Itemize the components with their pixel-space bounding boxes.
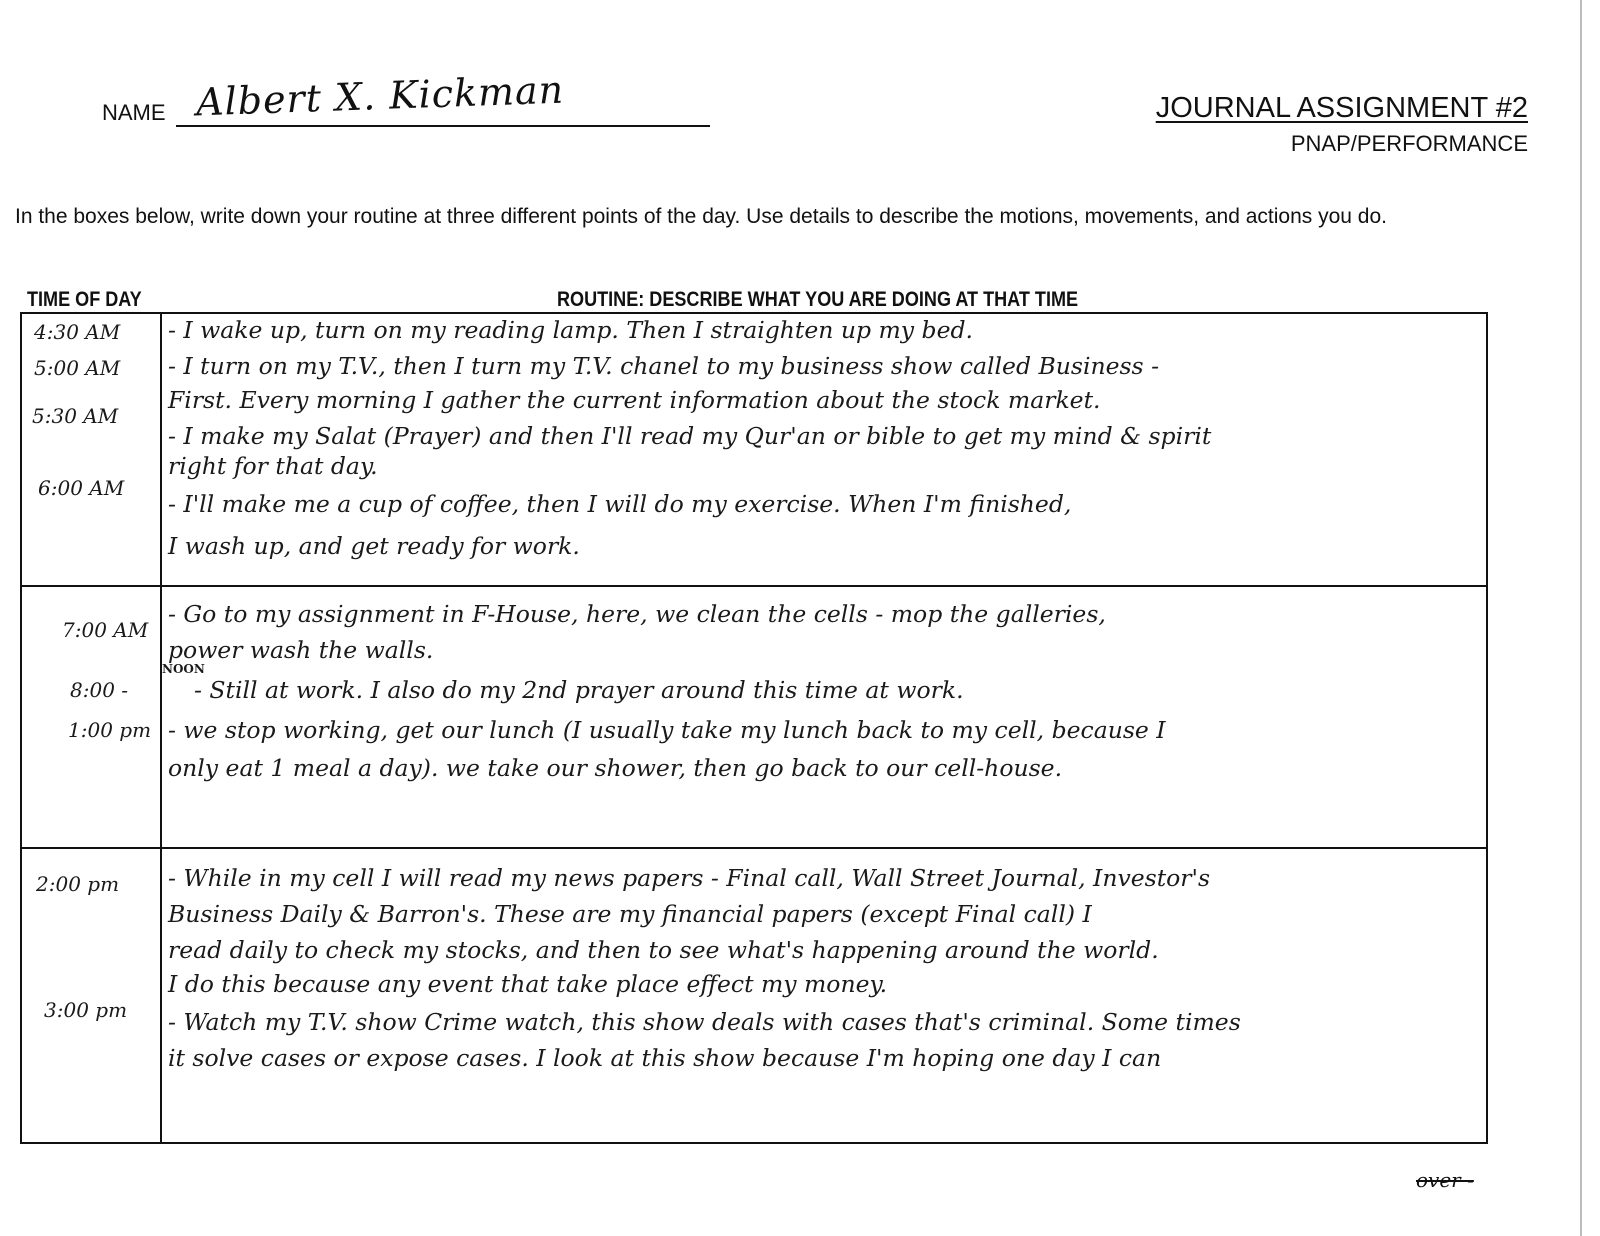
time-of-day-header: TIME OF DAY [27,288,142,311]
assignment-subtitle: PNAP/PERFORMANCE [1290,131,1528,156]
routine-line: - Watch my T.V. show Crime watch, this show deals with cases that's criminal. Some times [168,1008,1241,1036]
routine-line: right for that day. [168,452,378,480]
routine-line: - I make my Salat (Prayer) and then I'll read my Qur'an or bible to get my mind & spirit [168,422,1212,450]
row-divider [22,847,1486,849]
routine-line: - I turn on my T.V., then I turn my T.V. chanel to my business show called Business - [168,352,1160,380]
time-entry: 3:00 pm [44,998,128,1022]
routine-line: Business Daily & Barron's. These are my financial papers (except Final call) I [168,900,1092,928]
noon-note: NOON [162,662,205,676]
name-value: Albert X. Kickman [195,67,565,125]
routine-line: it solve cases or expose cases. I look at this show because I'm hoping one day I can [168,1044,1162,1072]
assignment-title: JOURNAL ASSIGNMENT #2 [1155,92,1528,124]
name-label: NAME [102,100,166,125]
routine-line: First. Every morning I gather the current information about the stock market. [168,386,1101,414]
routine-line: - Go to my assignment in F-House, here, we clean the cells - mop the galleries, [168,600,1106,628]
routine-line: - I'll make me a cup of coffee, then I will do my exercise. When I'm finished, [168,490,1072,518]
row-divider [22,585,1486,587]
routine-line: - Still at work. I also do my 2nd prayer around this time at work. [194,676,964,704]
routine-header: ROUTINE: DESCRIBE WHAT YOU ARE DOING AT THAT TIME [557,288,1079,311]
routine-line: - we stop working, get our lunch (I usually take my lunch back to my cell, because I [168,716,1166,744]
time-entry: 2:00 pm [36,872,120,896]
time-entry: 7:00 AM [62,618,149,642]
routine-line: I do this because any event that take place effect my money. [168,970,888,998]
routine-line: - While in my cell I will read my news papers - Final call, Wall Street Journal, Investor's [168,864,1211,892]
time-entry: 1:00 pm [68,718,152,742]
time-entry: 6:00 AM [38,476,125,500]
routine-line: read daily to check my stocks, and then to see what's happening around the world. [168,936,1159,964]
time-entry: 5:00 AM [34,356,121,380]
journal-table [20,312,1488,1144]
time-entry: 4:30 AM [34,320,121,344]
name-underline [176,125,710,127]
routine-line: only eat 1 meal a day). we take our shower, then go back to our cell-house. [168,754,1063,782]
routine-line: I wash up, and get ready for work. [168,532,580,560]
routine-line: power wash the walls. [168,636,434,664]
routine-line: - I wake up, turn on my reading lamp. Then I straighten up my bed. [168,316,973,344]
time-entry: 5:30 AM [32,404,119,428]
page-edge [1580,0,1582,1236]
column-divider [160,314,162,1142]
time-entry: 8:00 - [70,678,129,702]
over-note: over - [1416,1168,1474,1192]
instructions: In the boxes below, write down your routine at three different points of the day. Use details to describe the motions, movements, and actions you do. [15,205,1388,228]
